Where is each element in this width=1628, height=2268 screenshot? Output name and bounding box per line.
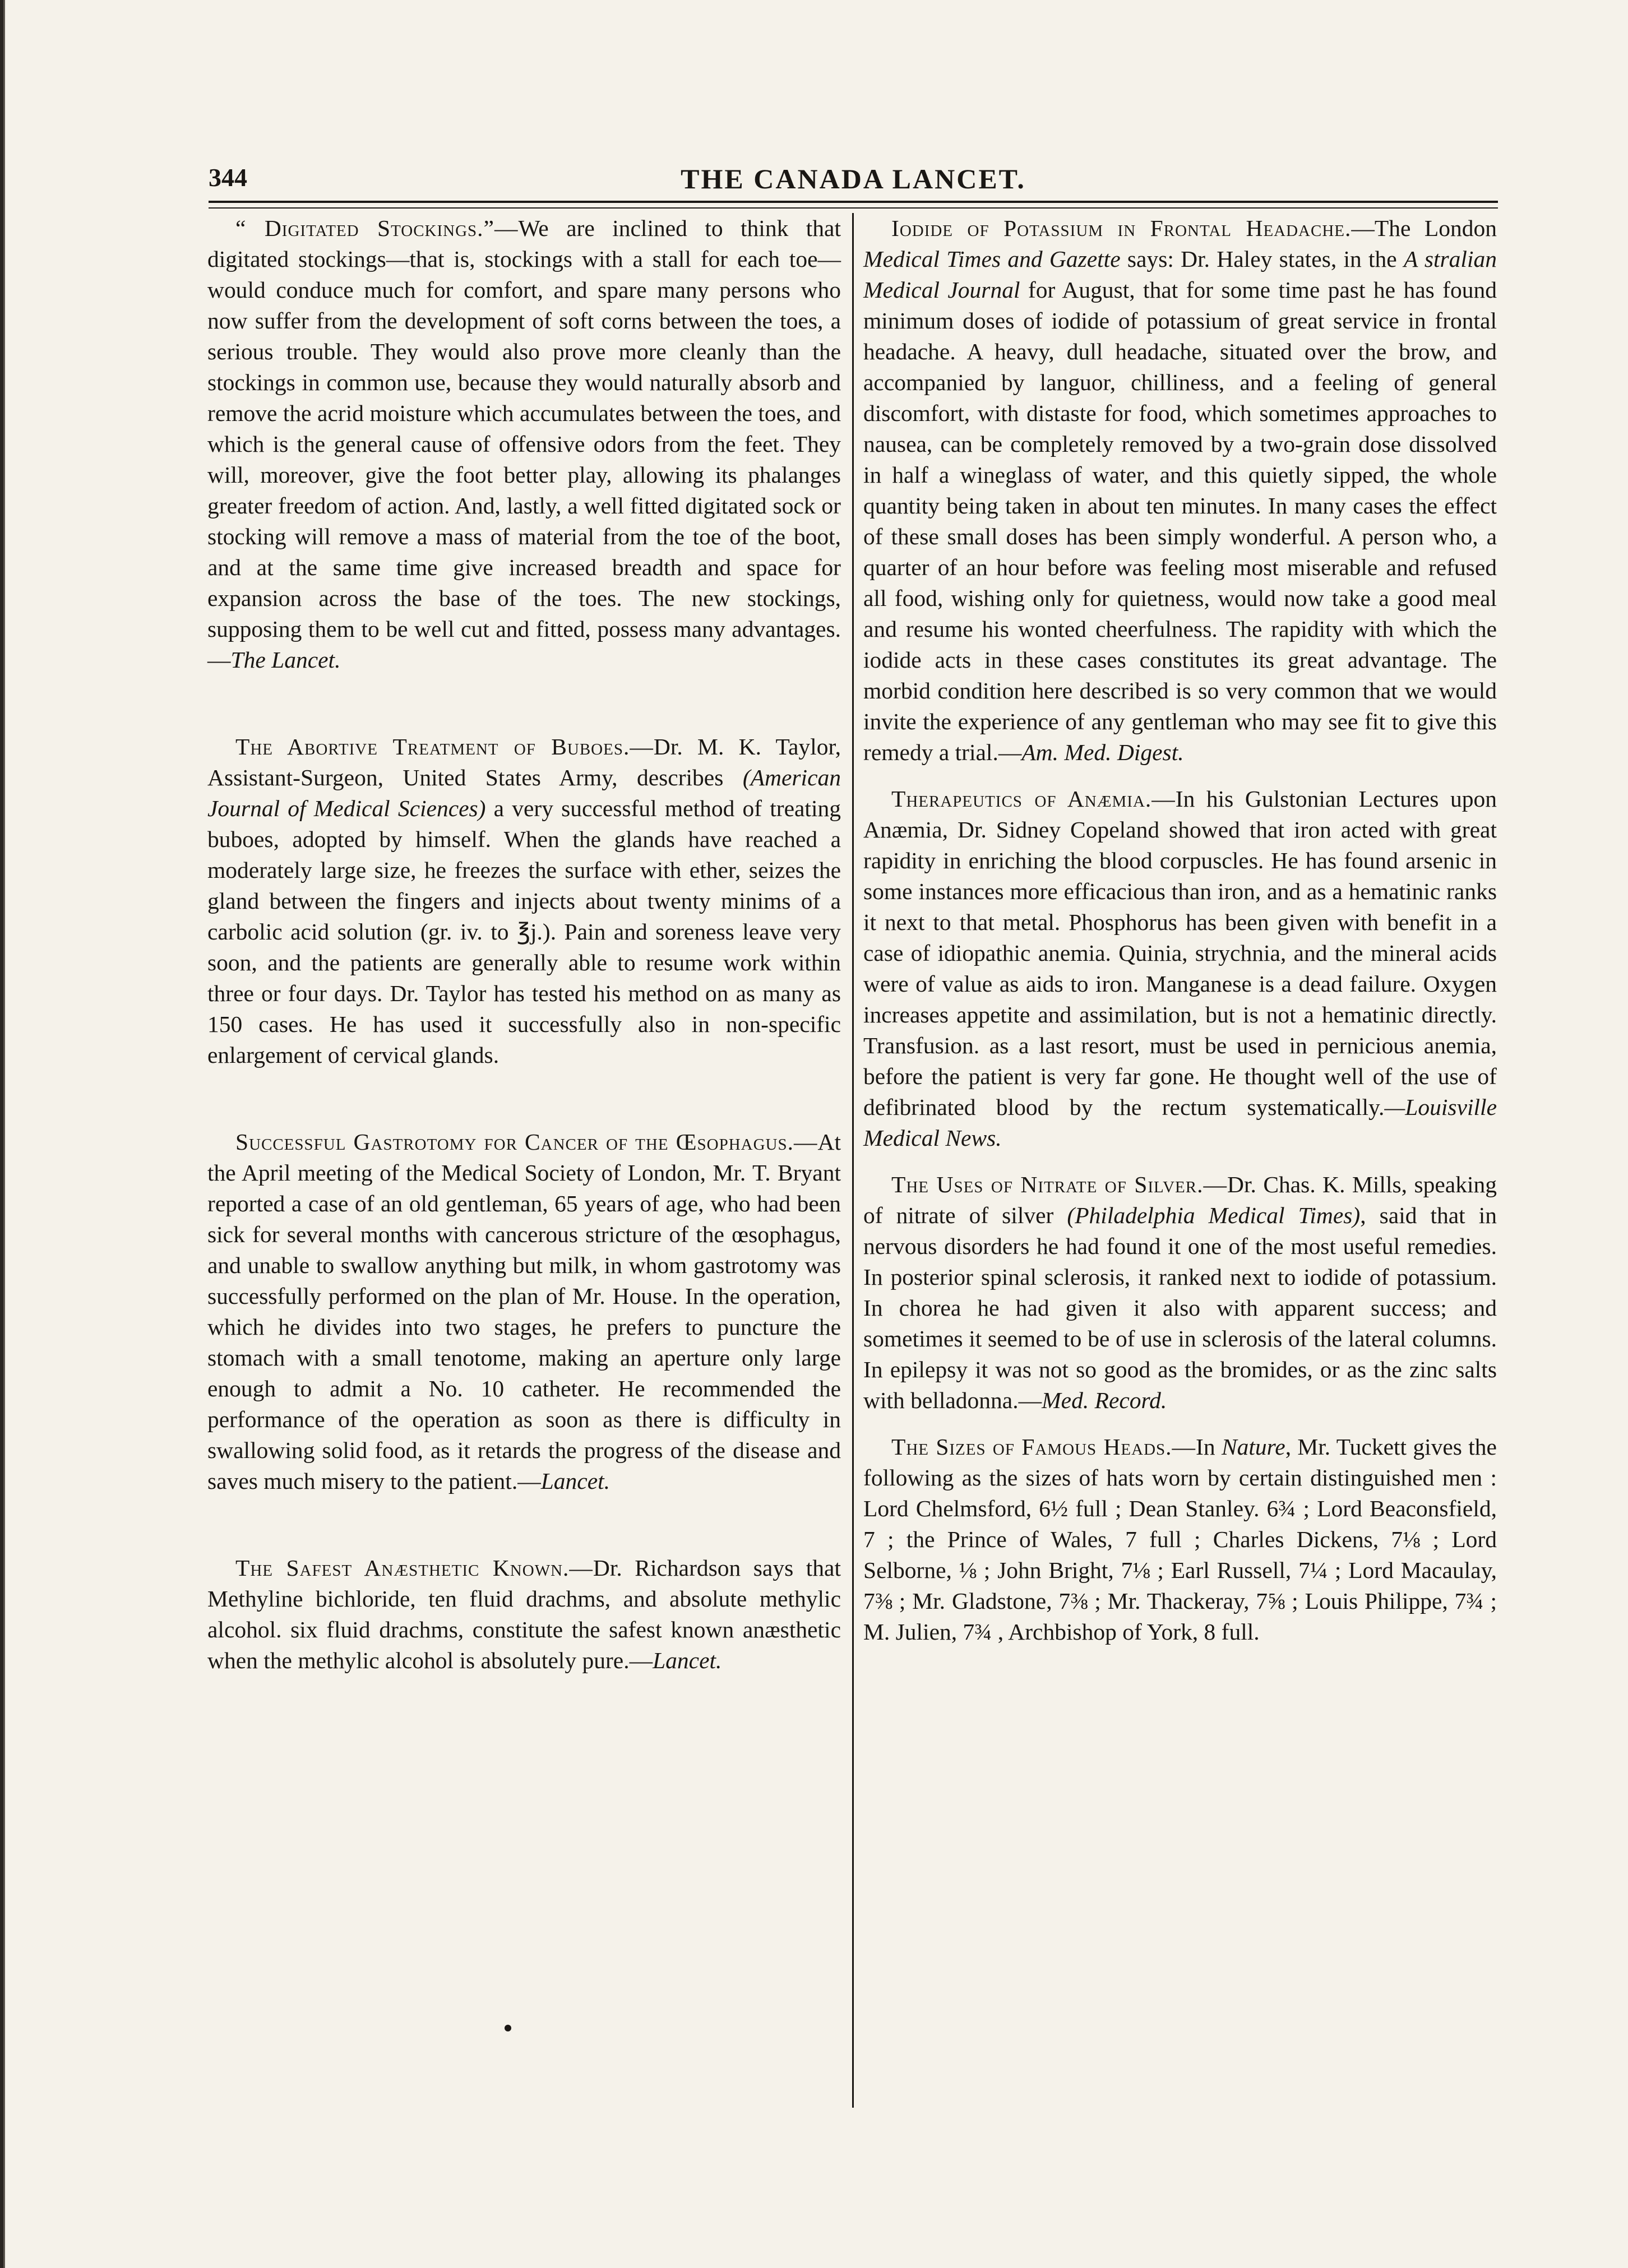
- journal-title: THE CANADA LANCET.: [681, 163, 1026, 195]
- article-body: , Mr. Tuckett gives the following as the sizes of hats worn by certain distinguished men : Lord Chelmsford, 6½ full ; Dean Stanley. 6¾ ; Lord Beaconsfield, 7 ; the Prince of Wales, 7 full ; Charles Dickens, 7⅛ ; Lord Selborne, ⅛ ; John Bright, 7⅛ ; Earl Russell, 7¼ ; Lord Macaulay, 7⅜ ; Mr. Gladstone, 7⅜ ; Mr. Thackeray, 7⅝ ; Louis Philippe, 7¾ ; M. Julien, 7¾ , Archbishop of York, 8 full.: [863, 1434, 1497, 1645]
- article-body: At the April meeting of the Medical Society of London, Mr. T. Bryant reported a case of an old gentleman, 65 years of age, who had been sick for several months with cancerous stricture of the œsophagus, and unable to swallow anything but milk, in whom gastrotomy was successfully performed on the plan of Mr. House. In the operation, which he divides into two stages, he prefers to puncture the stomach with a small tenotome, making an aperture only large enough to admit a No. 10 catheter. He recommended the performance of the operation as soon as there is difficulty in swallowing solid food, as it retards the progress of the disease and saves much misery to the patient.—: [207, 1129, 841, 1494]
- article-body: We are inclined to think that digitated stockings—that is, stockings with a stall for each toe—would conduce much for comfort, and spare many persons who now suffer from the development of soft corns between the toes, a serious trouble. They would also prove more cleanly than the stockings in common use, because they would naturally absorb and remove the acrid moisture which accumulates between the toes, and which is the general cause of offensive odors from the feet. They will, moreover, give the foot better play, allowing its phalanges greater freedom of action. And, lastly, a well fitted digitated sock or stocking will remove a mass of material from the toe of the boot, and at the same time give increased breadth and space for expansion across the base of the toes. The new stockings, supposing them to be well cut and fitted, possess many advantages.—: [207, 215, 841, 673]
- page-number: 344: [209, 163, 247, 192]
- article-source: Am. Med. Digest.: [1021, 739, 1184, 765]
- article-source: Med. Record.: [1042, 1387, 1167, 1413]
- article-citation: Medical Times and Gazette: [863, 246, 1121, 272]
- article-headline: The Uses of Nitrate of Silver.—: [891, 1172, 1227, 1197]
- header-rule: [209, 201, 1498, 209]
- article-uses-of-nitrate-of-silver: [863, 1169, 1497, 1416]
- article-citation: (American Journal of Medical Sciences): [207, 765, 841, 821]
- article-paragraph: [207, 732, 841, 1071]
- article-source: —Louisville Medical News.: [863, 1094, 1497, 1151]
- article-paragraph: [207, 1127, 841, 1497]
- article-paragraph: [863, 784, 1497, 1154]
- ink-mark: [505, 2025, 511, 2031]
- article-body: Dr. Chas. K. Mills, speaking of nitrate of silver: [863, 1172, 1497, 1228]
- page-edge: [0, 0, 9, 2268]
- article-paragraph: [207, 213, 841, 675]
- article-therapeutics-of-anaemia: [863, 784, 1497, 1154]
- article-headline: The Sizes of Famous Heads.—: [891, 1434, 1196, 1460]
- article-headline: The Safest Anæsthetic Known.—: [235, 1555, 593, 1581]
- article-body: Dr. Richardson says that Methyline bichloride, ten fluid drachms, and absolute methylic alcohol. six fluid drachms, constitute the safest known anæsthetic when the methylic alcohol is absolutely pure.—: [207, 1555, 841, 1673]
- article-headline: Iodide of Potassium in Frontal Headache.: [891, 215, 1352, 241]
- article-source: Lancet.: [653, 1647, 722, 1673]
- article-body: a very successful method of treating buboes, adopted by himself. When the glands have reached a moderately large size, he freezes the surface with ether, seizes the gland between the fingers and injects about twenty minims of a carbolic acid solution (gr. iv. to ℥j.). Pain and soreness leave very soon, and the patients are generally able to resume work within three or four days. Dr. Taylor has tested his method on as many as 150 cases. He has used it successfully also in non-specific enlargement of cervical glands.: [207, 795, 841, 1068]
- article-body: In his Gulstonian Lectures upon Anæmia, Dr. Sidney Copeland showed that iron acted with great rapidity in enriching the blood corpuscles. He has found arsenic in some instances more efficacious than iron, and as a hematinic ranks it next to that metal. Phosphorus has been given with benefit in a case of idiopathic anemia. Quinia, strychnia, and the mineral acids were of value as aids to iron. Manganese is a dead failure. Oxygen increases appetite and assimilation, but is not a hematinic directly. Transfusion. as a last resort, must be used in pernicious anemia, before the patient is very far gone. He thought well of the use of defibrinated blood by the rectum systematically.: [863, 786, 1497, 1120]
- article-source: Lancet.: [540, 1468, 610, 1494]
- article-digitated-stockings: [207, 213, 841, 675]
- article-iodide-of-potassium: [863, 213, 1497, 768]
- article-body: Dr. M. K. Taylor, Assistant-Surgeon, United States Army, describes: [207, 734, 841, 790]
- article-paragraph: [863, 1169, 1497, 1416]
- article-headline: Successful Gastrotomy for Cancer of the Œsophagus.—: [235, 1129, 818, 1155]
- article-citation: (Philadelphia Medical Times): [1067, 1202, 1361, 1228]
- article-sizes-of-famous-heads: [863, 1432, 1497, 1647]
- article-citation: Nature: [1221, 1434, 1285, 1460]
- article-citation: A stralian Medical Journal: [863, 246, 1497, 303]
- article-body: for August, that for some time past he has found minimum doses of iodide of potassium of great service in frontal headache. A heavy, dull headache, situated over the brow, and accompanied by languor, chilliness, and a feeling of general discomfort, with distaste for food, which sometimes approaches to nausea, can be completely removed by a two-grain dose dissolved in half a wineglass of water, and this quietly sipped, the whole quantity being taken in about ten minutes. In many cases the effect of these small doses has been simply wonderful. A person who, a quarter of an hour before was feeling most miserable and refused all food, wishing only for quietness, would now take a good meal and resume his wonted cheerfulness. The rapidity with which the iodide acts in these cases constitutes its great advantage. The morbid condition here described is so very common that we would invite the experience of any gentleman who may see fit to give this remedy a trial.—: [863, 277, 1497, 765]
- article-body: —The London: [1351, 215, 1497, 241]
- article-successful-gastrotomy: [207, 1127, 841, 1497]
- article-safest-anaesthetic: [207, 1553, 841, 1676]
- article-headline: Therapeutics of Anæmia.—: [891, 786, 1176, 812]
- article-abortive-treatment-buboes: [207, 732, 841, 1071]
- article-body: In: [1196, 1434, 1222, 1460]
- article-headline: “ Digitated Stockings.”—: [235, 215, 519, 241]
- right-column: [863, 213, 1497, 1647]
- column-rule: [852, 213, 854, 2108]
- article-paragraph: [863, 213, 1497, 768]
- article-source: The Lancet.: [230, 647, 341, 673]
- left-column: [207, 213, 841, 1676]
- article-paragraph: [207, 1553, 841, 1676]
- article-paragraph: [863, 1432, 1497, 1647]
- article-body: , said that in nervous disorders he had found it one of the most useful remedies. In posterior spinal sclerosis, it ranked next to iodide of potassium. In chorea he had given it also with apparent success; and sometimes it seemed to be of use in sclerosis of the lateral columns. In epilepsy it was not so good as the bromides, or as the zinc salts with belladonna.—: [863, 1202, 1497, 1413]
- article-headline: The Abortive Treatment of Buboes.—: [235, 734, 654, 760]
- running-header: [209, 163, 1498, 196]
- article-body: says: Dr. Haley states, in the: [1120, 246, 1404, 272]
